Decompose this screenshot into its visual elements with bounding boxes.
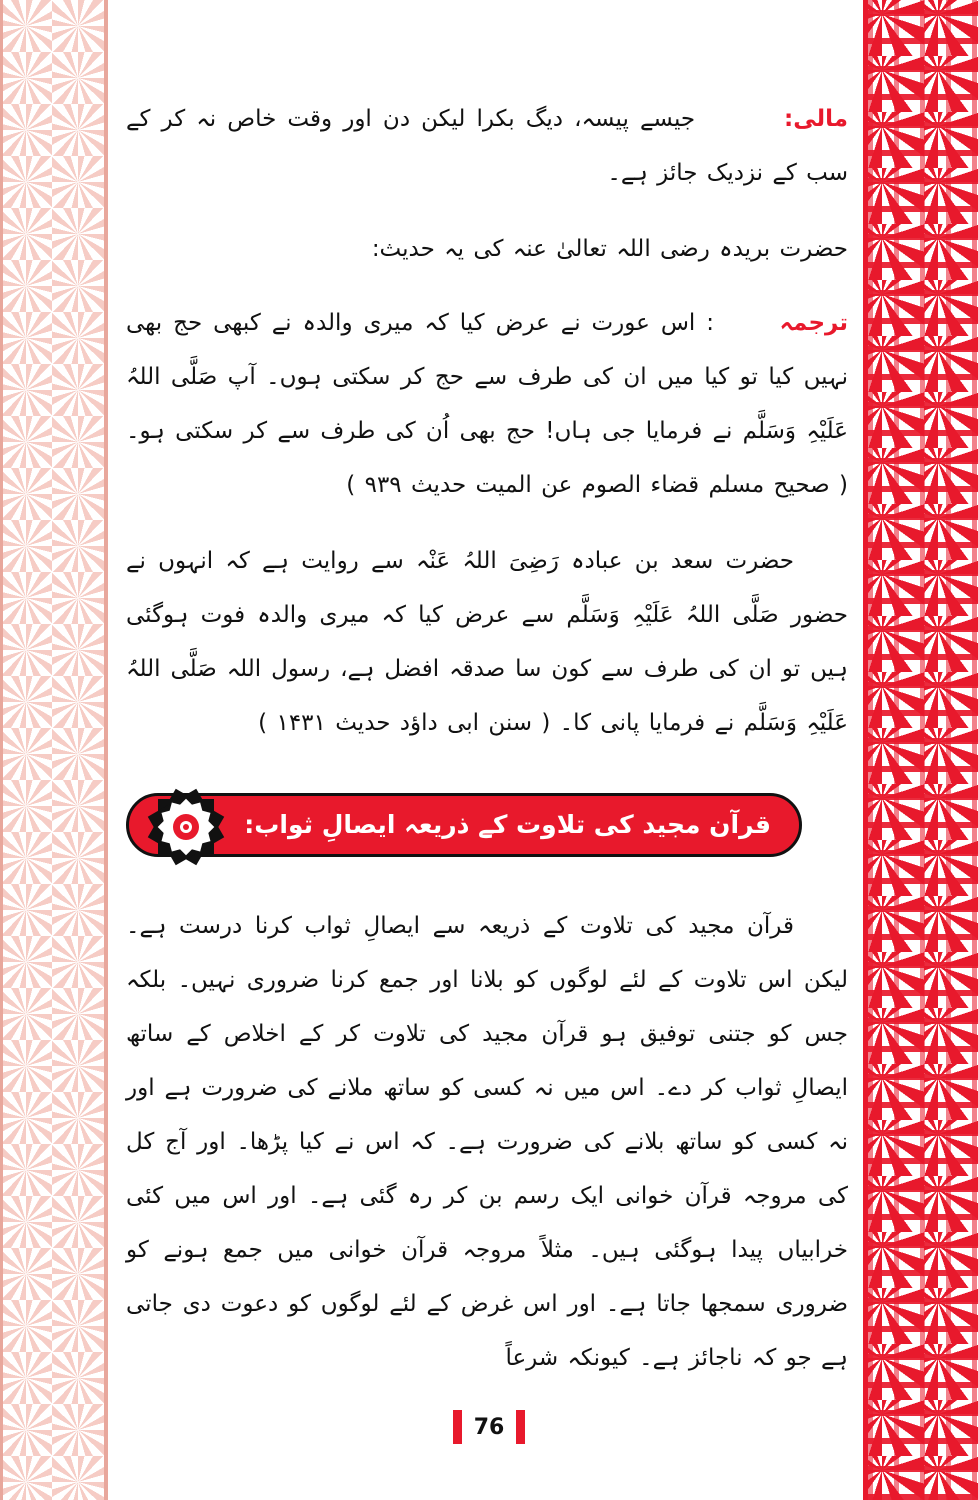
tarjuma-colon: :	[706, 310, 714, 337]
left-ornamental-border	[0, 0, 104, 1500]
left-border-rule	[104, 0, 108, 1500]
flower-rosette-icon	[144, 785, 228, 869]
page-number-bar-left	[516, 1410, 525, 1444]
section-body-paragraph: قرآن مجید کی تلاوت کے ذریعہ سے ایصالِ ثواب کرنا درست ہے۔ لیکن اس تلاوت کے لئے لوگوں کو بلانا اور جمع کرنا ضروری نہیں۔ بلکہ جس کو جتنی توفیق ہو قرآن مجید کی تلاوت کر کے اخلاص کے ساتھ ایصالِ ثواب کر دے۔ اس میں نہ کسی کو ساتھ ملانے کی ضرورت ہے اور نہ کسی کو ساتھ بلانے کی ضرورت ہے۔ کہ اس نے کیا پڑھا۔ اور آج کل کی مروجہ قرآن خوانی ایک رسم بن کر رہ گئی ہے۔ اور اس میں کئی خرابیاں پیدا ہوگئی ہیں۔ مثلاً مروجہ قرآن خوانی میں جمع ہونے کو ضروری سمجھا جاتا ہے۔ اور اس غرض کے لئے لوگوں کو دعوت دی جاتی ہے جو کہ ناجائز ہے۔ کیونکہ شرعاً	[126, 912, 848, 1371]
section-heading	[126, 785, 848, 869]
saad-reference: ( سنن ابی داؤد حدیث ۱۴۳۱ )	[258, 710, 551, 737]
tarjuma-reference: ( صحیح مسلم قضاء الصوم عن المیت حدیث ۹۳۹ )	[346, 472, 848, 499]
right-ornamental-border	[868, 0, 978, 1500]
tarjuma-paragraph	[126, 296, 848, 512]
section-heading-label: قرآن مجید کی تلاوت کے ذریعہ ایصالِ ثواب:	[244, 810, 771, 840]
page-number-value: 76	[473, 1414, 505, 1440]
saad-paragraph	[126, 534, 848, 750]
maali-text: جیسے پیسہ، دیگ بکرا لیکن دن اور وقت خاص نہ کر کے سب کے نزدیک جائز ہے۔	[126, 106, 848, 187]
tarjuma-label: ترجمہ	[779, 310, 848, 337]
saad-text: حضرت سعد بن عبادہ رَضِیَ اللہُ عَنْہ سے روایت ہے کہ انہوں نے حضور صَلَّی اللہُ عَلَیْہِ وَسَلَّم سے عرض کیا کہ میری والدہ فوت ہوگئی ہیں تو ان کی طرف سے کون سا صدقہ افضل ہے، رسول اللہ صَلَّی اللہُ عَلَیْہِ وَسَلَّم نے فرمایا پانی کا۔	[126, 548, 848, 737]
right-border-rule	[863, 0, 868, 1500]
maali-label: مالی:	[784, 106, 848, 132]
tarjuma-text: اس عورت نے عرض کیا کہ میری والدہ نے کبھی حج بھی نہیں کیا تو کیا میں ان کی طرف سے حج کر سکتی ہوں۔ آپ صَلَّی اللہُ عَلَیْہِ وَسَلَّم نے فرمایا جی ہاں! حج بھی اُن کی طرف سے کر سکتی ہو۔	[126, 310, 848, 445]
page-content	[118, 0, 856, 1500]
hadith-intro: حضرت بریدہ رضی اللہ تعالیٰ عنہ کی یہ حدیث:	[371, 236, 848, 263]
page-number	[0, 1410, 978, 1444]
maali-paragraph	[126, 92, 848, 200]
left-border-outer-rule	[0, 0, 3, 1500]
page-number-bar-right	[453, 1410, 462, 1444]
